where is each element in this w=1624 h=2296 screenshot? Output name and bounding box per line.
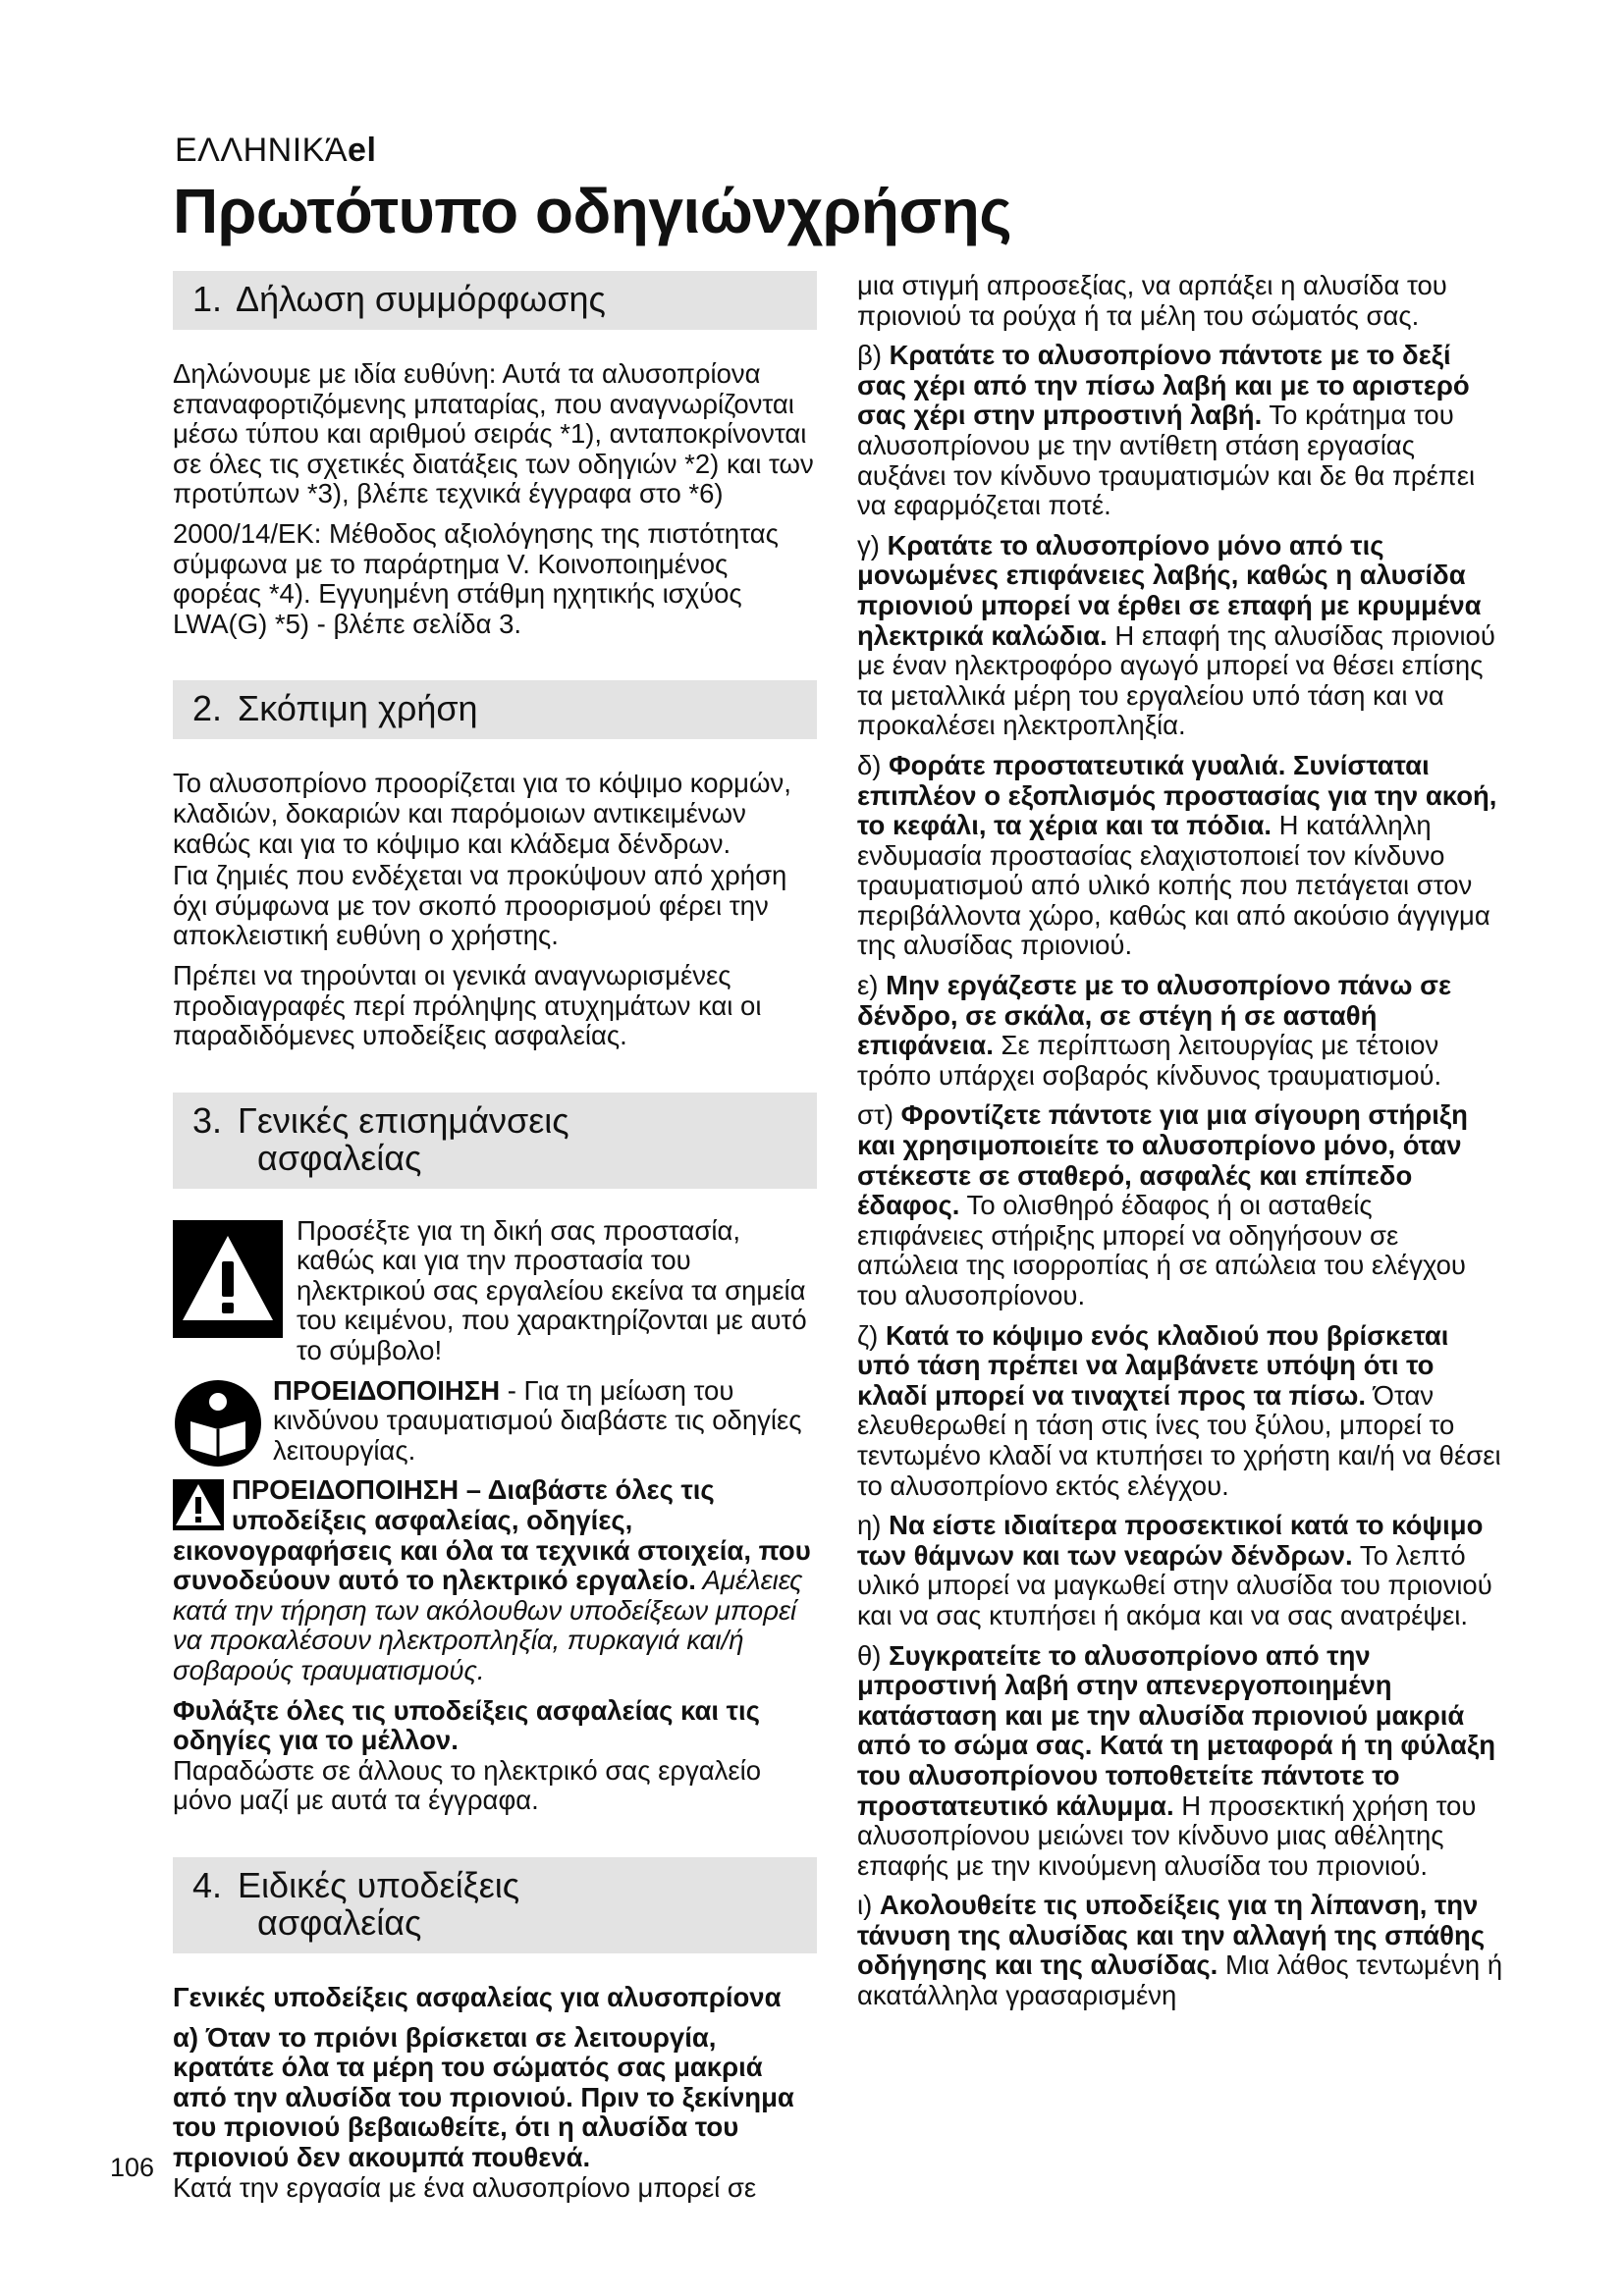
left-column: 1. Δήλωση συμμόρφωσης Δηλώνουμε με ιδία ευθύνη: Αυτά τα αλυσοπρίονα επαναφορτιζόμενης μπαταρίας, που αναγνωρίζονται μέσω τύπου και αριθμού σειράς *1), ανταποκρίνονται σε όλες τις σχετικές διατάξεις των οδηγιών *2) και των προτύπων *3), βλέπε τεχνικά έγγραφα στο *6) 2000/14/ΕΚ: Μέθοδος αξιολόγησης της πιστότητας σύμφωνα με το παράρτημα V. Κοινοποιημένος φορέας *4). Εγγυημένη στάθμη ηχητικής ισχύος LWA(G) *5) - βλέπε σελίδα 3. 2. Σκόπιμη χρήση Το αλυσοπρίονο προορίζεται για το κόψιμο κορμών, κλαδιών, δοκαριών και παρόμοιων αντικειμένων καθώς και για το κόψιμο και κλάδεμα δένδρων. Για ζημιές που ενδέχεται να προκύψουν από χρήση όχι σύμφωνα με τον σκοπό προορισμού φέρει την αποκλειστική ευθύνη ο χρήστης. Πρέπει να τηρούνται οι γενικά αναγνωρισμένες προδιαγραφές περί πρόληψης ατυχημάτων και οι παραδιδόμενες υποδείξεις ασφαλείας. 3. Γενικές επισημάνσεις ασφαλείας Προσέξτε για τη δική σας προστασία, καθώς και για την προστασία του ηλεκτρικού σας εργαλείου εκείνα τα σημεία του κειμένου, που χαρακτηρίζονται με αυτό το σύμβολο! ΠΡΟΕΙΔΟΠΟΙΗΣΗ - Για τη μείωση του κινδύνου τραυματισμού διαβάστε τις οδηγίες λειτουργίας. ΠΡΟΕΙΔΟΠΟΙΗΣΗ – Διαβάστε όλες τις υποδείξεις ασφαλείας, οδηγίες, εικονογραφήσεις και όλα τα τεχνικά στοιχεία, που συνοδεύουν αυτό το ηλεκτρικό εργαλείο. Αμέλειες κατά την τήρηση των ακόλουθων υποδείξεων μπορεί να προκαλέσουν ηλεκτροπληξία, πυρκαγιά και/ή σοβαρούς τραυματισμούς. Φυλάξτε όλες τις υποδείξεις ασφαλείας και τις οδηγίες για το μέλλον. Παραδώστε σε άλλους το ηλεκτρικό σας εργαλείο μόνο μαζί με αυτά τα έγγραφα. 4. Ειδικές υποδείξεις ασφαλείας Γενικές υποδείξεις ασφαλείας για αλυσοπρίονα α) Όταν το πριόνι βρίσκεται σε λειτουργία, κρατάτε όλα τα μέρη του σώματός σας μακριά από την αλυσίδα του πριονιού. Πριν το ξεκίνημα του πριονιού βεβαιωθείτε, ότι η αλυσίδα του πριονιού δεν ακουμπά πουθενά. Κατά την εργασία με ένα αλυσοπρίονο μπορεί σε <box>173 271 817 2213</box>
document-title: Πρωτότυπο οδηγιώνχρήσης <box>173 176 1012 246</box>
section-2-heading: 2. Σκόπιμη χρήση <box>173 680 817 739</box>
warning-triangle-icon <box>173 1220 283 1338</box>
warning-read-manual: ΠΡΟΕΙΔΟΠΟΙΗΣΗ - Για τη μείωση του κινδύνου τραυματισμού διαβάστε τις οδηγίες λειτουργίας. <box>173 1376 817 1467</box>
paragraph: Το αλυσοπρίονο προορίζεται για το κόψιμο κορμών, κλαδιών, δοκαριών και παρόμοιων αντικειμένων καθώς και για το κόψιμο και κλάδεμα δένδρων. <box>173 768 791 859</box>
item-e: ε) Μην εργάζεστε με το αλυσοπρίονο πάνω σε δένδρο, σε σκάλα, σε στέγη ή σε ασταθή επιφάνεια. Σε περίπτωση λειτουργίας με τέτοιον τρόπο υπάρχει σοβαρός κίνδυνος τραυματισμού. <box>857 970 1452 1091</box>
symbol-note <box>173 1216 817 1366</box>
item-d: δ) Φοράτε προστατευτικά γυαλιά. Συνίσταται επιπλέον ο εξοπλισμός προστασίας για την ακοή, το κεφάλι, τα χέρια και τα πόδια. Η κατάλληλη ενδυμασία προστασίας ελαχιστοποιεί τον κίνδυνο τραυματισμού από υλικό κοπής που πετάγεται στον περιβάλλοντα χώρο, καθώς και από ακούσιο άγγιγμα της αλυσίδας πριονιού. <box>857 749 1497 961</box>
page-number: 106 <box>110 2153 155 2182</box>
warning-read-all: ΠΡΟΕΙΔΟΠΟΙΗΣΗ – Διαβάστε όλες τις υποδείξεις ασφαλείας, οδηγίες, εικονογραφήσεις και όλα τα τεχνικά στοιχεία, που συνοδεύουν αυτό το ηλεκτρικό εργαλείο. Αμέλειες κατά την τήρηση των ακόλουθων υποδείξεων μπορεί να προκαλέσουν ηλεκτροπληξία, πυρκαγιά και/ή σοβαρούς τραυματισμούς. <box>173 1474 811 1685</box>
paragraph: Παραδώστε σε άλλους το ηλεκτρικό σας εργαλείο μόνο μαζί με αυτά τα έγγραφα. <box>173 1754 762 1816</box>
warning-small-icon <box>173 1479 224 1530</box>
item-j: ι) Ακολουθείτε τις υποδείξεις για τη λίπανση, την τάνυση της αλυσίδας και την αλλαγή της σπάθης οδήγησης και της αλυσίδας. Μια λάθος τεντωμένη ή ακατάλληλα γρασαρισμένη <box>857 1890 1503 2011</box>
paragraph: Προσέξτε για τη δική σας προστασία, καθώς και για την προστασία του ηλεκτρικού σας εργαλείου εκείνα τα σημεία του κειμένου, που χαρακτηρίζονται με αυτό το σύμβολο! <box>297 1214 807 1366</box>
item-f: στ) Φροντίζετε πάντοτε για μια σίγουρη στήριξη και χρησιμοποιείτε το αλυσοπρίονο μόνο, όταν στέκεστε σε σταθερό, ασφαλές και επίπεδο έδαφος. Το ολισθηρό έδαφος ή οι ασταθείς επιφάνειες στήριξης μπορεί να οδηγήσουν σε απώλεια της ισορροπίας ή σε απώλεια του ελέγχου του αλυσοπρίονου. <box>857 1099 1468 1310</box>
paragraph: Πρέπει να τηρούνται οι γενικά αναγνωρισμένες προδιαγραφές περί πρόληψης ατυχημάτων και οι παραδιδόμενες υποδείξεις ασφαλείας. <box>173 959 762 1051</box>
right-column <box>857 271 1505 2021</box>
read-manual-icon <box>173 1378 263 1468</box>
item-b: β) Κρατάτε το αλυσοπρίονο πάντοτε με το δεξί σας χέρι από την πίσω λαβή και με το αριστερό σας χέρι στην μπροστινή λαβή. Το κράτημα του αλυσοπρίονου με την αντίθετη στάση εργασίας αυξάνει τον κίνδυνο τραυματισμών και δε θα πρέπει να εφαρμόζεται ποτέ. <box>857 340 1476 521</box>
item-c: γ) Κρατάτε το αλυσοπρίονο μόνο από τις μονωμένες επιφάνειες λαβής, καθώς η αλυσίδα πριονιού μπορεί να έρθει σε επαφή με κρυμμένα ηλεκτρικά καλώδια. Η επαφή της αλυσίδας πριονιού με έναν ηλεκτροφόρο αγωγό μπορεί να θέσει επίσης τα μεταλλικά μέρη του εργαλείου υπό τάση και να προκαλέσει ηλεκτροπληξία. <box>857 529 1495 741</box>
language-label: ΕΛΛΗΝΙΚΆel <box>175 132 377 169</box>
section-3-heading: 3. Γενικές επισημάνσεις ασφαλείας <box>173 1093 817 1189</box>
paragraph: μια στιγμή απροσεξίας, να αρπάξει η αλυσίδα του πριονιού τα ρούχα ή τα μέλη του σώματός σας. <box>857 270 1447 331</box>
paragraph: 2000/14/ΕΚ: Μέθοδος αξιολόγησης της πιστότητας σύμφωνα με το παράρτημα V. Κοινοποιημένος φορέας *4). Εγγυημένη στάθμη ηχητικής ισχύος LWA(G) *5) - βλέπε σελίδα 3. <box>173 517 779 639</box>
item-h: η) Να είστε ιδιαίτερα προσεκτικοί κατά το κόψιμο των θάμνων και των νεαρών δένδρων. Το λεπτό υλικό μπορεί να μαγκωθεί στην αλυσίδα του πριονιού και να σας κτυπήσει ή ακόμα και να σας ανατρέψει. <box>857 1510 1492 1630</box>
paragraph: Δηλώνουμε με ιδία ευθύνη: Αυτά τα αλυσοπρίονα επαναφορτιζόμενης μπαταρίας, που αναγνωρίζονται μέσω τύπου και αριθμού σειράς *1), ανταποκρίνονται σε όλες τις σχετικές διατάξεις των οδηγιών *2) και των προτύπων *3), βλέπε τεχνικά έγγραφα στο *6) <box>173 358 814 509</box>
section-1-heading: 1. Δήλωση συμμόρφωσης <box>173 271 817 330</box>
item-i: θ) Συγκρατείτε το αλυσοπρίονο από την μπροστινή λαβή στην απενεργοποιημένη κατάσταση και με την αλυσίδα πριονιού μακριά από το σώμα σας. Κατά τη μεταφορά ή τη φύλαξη του αλυσοπρίονου τοποθετείτε πάντοτε το προστατευτικό κάλυμμα. Η προσεκτική χρήση του αλυσοπρίονου μειώνει τον κίνδυνο μιας αθέλητης επαφής με την κινούμενη αλυσίδα του πριονιού. <box>857 1639 1496 1881</box>
item-g: ζ) Κατά το κόψιμο ενός κλαδιού που βρίσκεται υπό τάση πρέπει να λαμβάνετε υπόψη ότι το κλαδί μπορεί να τιναχτεί προς τα πίσω. Όταν ελευθερωθεί η τάση στις ίνες του ξύλου, μπορεί το τεντωμένο κλαδί να κτυπήσει το χρήστη και/ή να θέσει το αλυσοπρίονο εκτός ελέγχου. <box>857 1319 1501 1501</box>
section-4-heading: 4. Ειδικές υποδείξεις ασφαλείας <box>173 1857 817 1953</box>
subheading: Γενικές υποδείξεις ασφαλείας για αλυσοπρίονα <box>173 1981 782 2012</box>
paragraph: Κατά την εργασία με ένα αλυσοπρίονο μπορεί σε <box>173 2171 757 2203</box>
paragraph: Για ζημιές που ενδέχεται να προκύψουν από χρήση όχι σύμφωνα με τον σκοπό προορισμού φέρει την αποκλειστική ευθύνη ο χρήστης. <box>173 860 787 951</box>
